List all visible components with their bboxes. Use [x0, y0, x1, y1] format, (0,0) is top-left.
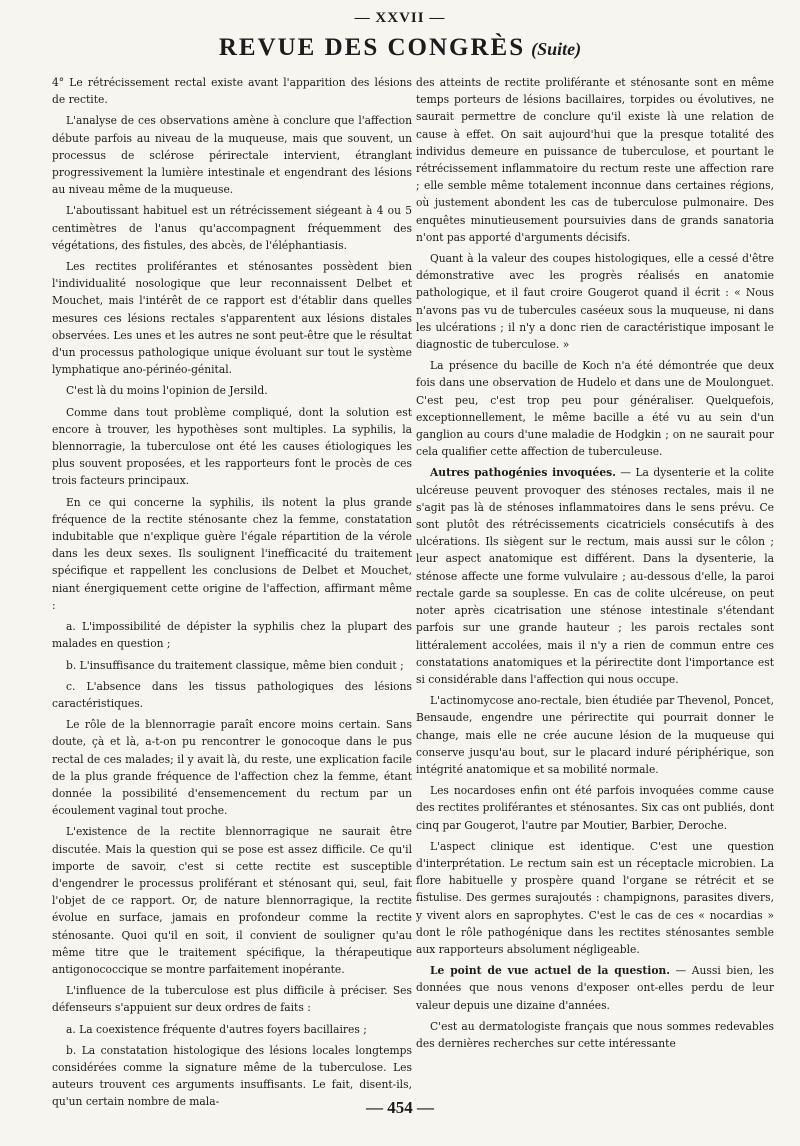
list-item: b. L'insuffisance du traitement classique, même bien conduit ; [66, 658, 404, 672]
paragraph: L'actinomycose ano-rectale, bien étudiée par Thevenol, Poncet, Bensaude, engendre une périrectite qui pourrait donner le change, mais elle ne crée aucune lésion de la muqueuse qui conserve jusqu'au bout, sur le placard induré périphérique, son intégrité anatomique et sa mobilité normale. [416, 694, 774, 776]
paragraph: Les rectites proliférantes et sténosantes possèdent bien l'individualité nosologique que leur reconnaissent Delbet et Mouchet, mais l'intérêt de ce rapport est d'établir dans quelles mesures ces lésions rectales s'apparentent aux lésions distales observées. Les unes et les autres ne sont peut-être que le résultat d'un processus pathologique unique évoluant sur tout le système lymphatique ano-périnéo-génital. [52, 260, 412, 377]
section-text: — Aussi bien, les données que nous venons d'exposer ont-elles perdu de leur valeur depuis une dizaine d'années. [416, 964, 774, 1012]
paragraph: Le rôle de la blennorragie paraît encore moins certain. Sans doute, çà et là, a-t-on pu rencontrer le gonocoque dans le pus rectal de ces malades; il y avait là, du reste, une explication facile de la plus grande fréquence de l'affection chez la femme, étant donnée la possibilité d'ensemencement du rectum par un écoulement vaginal tout proche. [52, 718, 412, 818]
left-column [52, 74, 412, 1115]
paragraph: Comme dans tout problème compliqué, dont la solution est encore à trouver, les hypothèses sont multiples. La syphilis, la blennorragie, la tuberculose ont été les causes étiologiques les plus souvent proposées, et les rapporteurs font le procès de ces trois facteurs principaux. [52, 405, 412, 488]
paragraph: L'influence de la tuberculose est plus difficile à préciser. Ses défenseurs s'appuient sur deux ordres de faits : [52, 984, 412, 1015]
paragraph: En ce qui concerne la syphilis, ils notent la plus grande fréquence de la rectite sténosante chez la femme, constatation indubitable que n'explique guère l'égale répartition de la vérole dans les deux sexes. Ils soulignent l'inefficacité du traitement spécifique et rappellent les conclusions de Delbet et Mouchet, niant énergiquement cette origine de l'affection, affirmant même : [52, 495, 412, 612]
list-item: b. La constatation histologique des lésions locales longtemps considérées comme la signature même de la tuberculose. Les auteurs trouvent ces arguments insuffisants. Le fait, disent-ils, qu'un certain nombre de mala- [52, 1043, 412, 1109]
section-heading: Le point de vue actuel de la question. [430, 964, 670, 978]
paragraph: C'est là du moins l'opinion de Jersild. [66, 384, 268, 398]
paragraph: des atteints de rectite proliférante et sténosante sont en même temps porteurs de lésions bacillaires, torpides ou évolutives, ne saurait permettre de conclure qu'il existe là une relation de cause à effet. On sait aujourd'hui que la presque totalité des individus demeure en puissance de tuberculose, et pourtant le rétrécissement inflammatoire du rectum reste une affection rare ; elle semble même totalement inconnue dans certaines régions, où justement abondent les cas de tuberculose pulmonaire. Des enquêtes minutieusement poursuivies dans de grands sanatoria n'ont pas apporté d'arguments décisifs. [416, 76, 774, 244]
title-subtitle: (Suite) [531, 39, 582, 59]
paragraph: Quant à la valeur des coupes histologiques, elle a cessé d'être démonstrative avec les progrès réalisés en anatomie pathologique, et il faut croire Gougerot quand il écrit : « Nous n'avons pas vu de tubercules caséeux sous la muqueuse, ni dans les ulcérations ; il n'y a donc rien de caractéristique imposant le diagnostic de tuberculose. » [416, 252, 774, 352]
page-title [0, 34, 800, 62]
folio: — XXVII — [354, 10, 446, 26]
section-text: — La dysenterie et la colite ulcéreuse peuvent provoquer des sténoses rectales, mais il ne s'agit pas là de sténoses inflammatoires dans le sens prévu. Ce sont plutôt des rétrécissements cicatriciels consécutifs à des ulcérations. Ils siègent sur le rectum, mais aussi sur le côlon ; leur aspect anatomique est différent. Dans la dysenterie, la sténose affecte une forme vulvulaire ; au-dessous d'elle, la paroi rectale garde sa souplesse. En cas de colite ulcéreuse, on peut noter après cicatrisation une sténose intestinale s'étendant parfois sur une grande hauteur ; les parois rectales sont littéralement accolées, mais il n'y a rien de commun entre ces constatations anatomiques et la périrectite dont l'importance est si considérable dans l'affection qui nous occupe. [416, 466, 774, 686]
paragraph: La présence du bacille de Koch n'a été démontrée que deux fois dans une observation de Hudelo et dans une de Moulonguet. C'est peu, c'est trop peu pour généraliser. Quelquefois, exceptionnellement, le même bacille a été vu au sein d'un ganglion au cours d'une maladie de Hodgkin ; on ne saurait pour cela qualifier cette affection de tuberculeuse. [416, 359, 774, 459]
paragraph: 4° Le rétrécissement rectal existe avant l'apparition des lésions de rectite. [52, 76, 412, 107]
paragraph: L'analyse de ces observations amène à conclure que l'affection débute parfois au niveau de la muqueuse, mais que souvent, un processus de sclérose périrectale intervient, étranglant progressivement la lumière intestinale et engendrant des lésions au niveau même de la muqueuse. [52, 114, 412, 197]
section-paragraph [416, 464, 774, 688]
section-heading: Autres pathogénies invoquées. [430, 466, 616, 480]
paragraph: C'est au dermatologiste français que nous sommes redevables des dernières recherches sur cette intéressante [416, 1019, 774, 1050]
paragraph: Les nocardoses enfin ont été parfois invoquées comme cause des rectites proliférantes et sténosantes. Six cas ont publiés, dont cinq par Gougerot, l'autre par Moutier, Barbier, Deroche. [416, 784, 774, 832]
page-number: — 454 — [366, 1098, 434, 1117]
title-main: REVUE DES CONGRÈS [218, 34, 526, 61]
paragraph: L'existence de la rectite blennorragique ne saurait être discutée. Mais la question qui se pose est assez difficile. Ce qu'il importe de savoir, c'est si cette rectite est susceptible d'engendrer le processus proliférant et sténosant qui, seul, fait l'objet de ce rapport. Or, de nature blennorragique, la rectite évolue en surface, jamais en profondeur comme la rectite sténosante. Quoi qu'il en soit, il convient de souligner qu'au même titre que le traitement spécifique, la thérapeutique antigonococcique se montre parfaitement inopérante. [52, 825, 412, 976]
paragraph: L'aboutissant habituel est un rétrécissement siégeant à 4 ou 5 centimètres de l'anus qu'accompagnent fréquemment des végétations, des fistules, des abcès, de l'éléphantiasis. [52, 204, 412, 252]
list-item: a. La coexistence fréquente d'autres foyers bacillaires ; [66, 1022, 367, 1036]
list-item: a. L'impossibilité de dépister la syphilis chez la plupart des malades en question ; [52, 620, 412, 651]
section-paragraph [416, 962, 774, 1014]
paragraph: L'aspect clinique est identique. C'est une question d'interprétation. Le rectum sain est un réceptacle microbien. La flore habituelle y prospère quand l'organe se rétrécit et se fistulise. Des germes surajoutés : champignons, parasites divers, y vivent alors en saprophytes. C'est le cas de ces « nocardias » dont le rôle pathogénique dans les rectites sténosantes semble aux rapporteurs absolument négligeable. [416, 839, 774, 956]
right-column [416, 74, 774, 1056]
list-item: c. L'absence dans les tissus pathologiques des lésions caractéristiques. [52, 679, 412, 710]
